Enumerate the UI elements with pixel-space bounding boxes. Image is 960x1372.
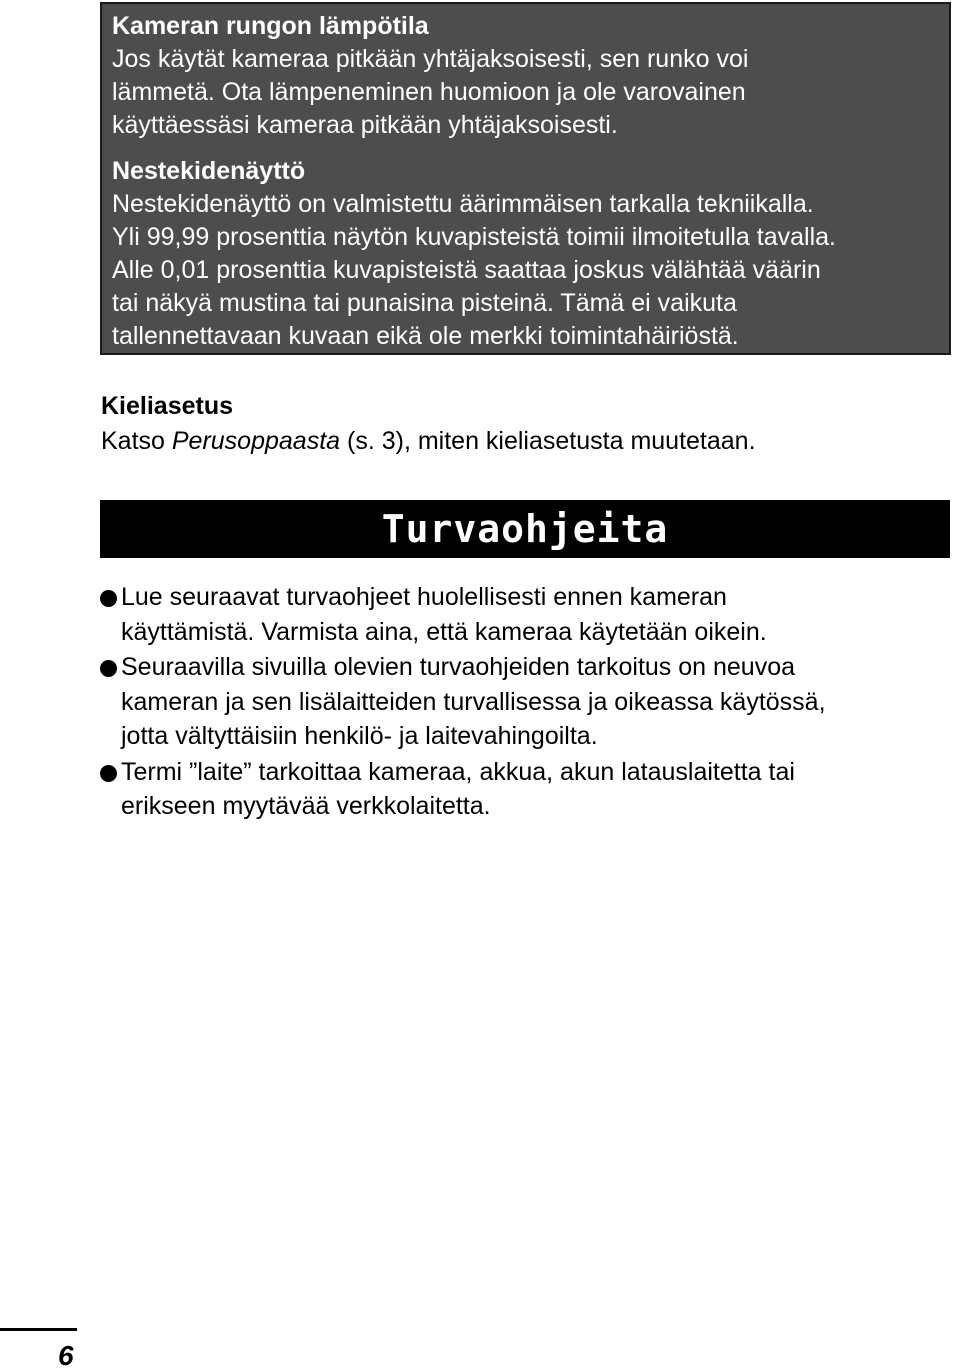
language-text-after: (s. 3), miten kieliasetusta muutetaan. <box>340 427 756 455</box>
safety-bullet-text: Lue seuraavat turvaohjeet huolellisesti ennen kameran käyttämistä. Varmista aina, että kameraa käytetään oikein. <box>121 583 767 646</box>
bullet-dot-icon <box>100 660 117 677</box>
safety-bullet-item <box>100 650 940 754</box>
bullet-dot-icon <box>100 590 117 607</box>
page-number: 6 <box>58 1340 74 1371</box>
safety-bullet-text: Seuraavilla sivuilla olevien turvaohjeiden tarkoitus on neuvoa kameran ja sen lisälaitteiden turvallisessa ja oikeassa käytössä, jotta vältyttäisiin henkilö- ja laitevahingoilta. <box>121 653 826 750</box>
note-heading-body-temperature: Kameran rungon lämpötila <box>112 12 429 40</box>
safety-bullet-list <box>100 580 940 825</box>
language-setting-heading: Kieliasetus <box>101 392 234 420</box>
note-text-body-temperature: Jos käytät kameraa pitkään yhtäjaksoisesti, sen runko voi lämmetä. Ota lämpeneminen huomioon ja ole varovainen käyttäessäsi kameraa pitkään yhtäjaksoisesti. <box>112 45 749 139</box>
caution-note-box <box>100 2 951 355</box>
bullet-dot-icon <box>100 765 117 782</box>
language-text-before: Katso <box>101 427 172 455</box>
footer-rule <box>0 1328 77 1331</box>
note-heading-lcd: Nestekidenäyttö <box>112 157 306 185</box>
safety-banner: Turvaohjeita <box>100 500 950 558</box>
safety-bullet-item <box>100 755 940 824</box>
note-spacer <box>112 142 949 155</box>
safety-bullet-text: Termi ”laite” tarkoittaa kameraa, akkua, akun latauslaitetta tai erikseen myytävää verkkolaitetta. <box>121 757 795 820</box>
language-setting-section <box>101 390 941 459</box>
language-setting-text <box>101 423 941 459</box>
language-text-guide-title: Perusoppaasta <box>171 427 341 455</box>
note-text-lcd: Nestekidenäyttö on valmistettu äärimmäisen tarkalla tekniikalla. Yli 99,99 prosenttia näytön kuvapisteistä toimii ilmoitetulla tavalla. Alle 0,01 prosenttia kuvapisteistä saattaa joskus välähtää väärin tai näkyä mustina tai punaisina pisteinä. Tämä ei vaikuta tallennettavaan kuvaan eikä ole merkki toimintahäiriöstä. <box>112 190 836 350</box>
safety-bullet-item <box>100 580 940 649</box>
